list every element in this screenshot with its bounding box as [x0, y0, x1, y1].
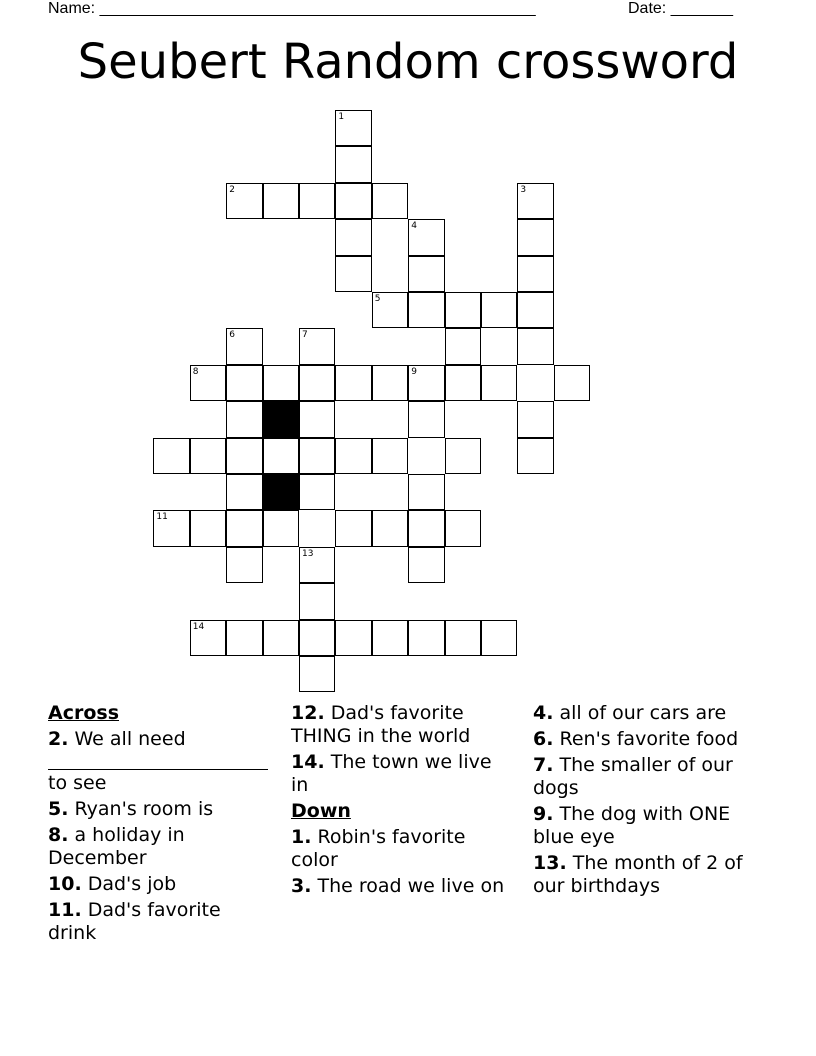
clue-number: 8. [48, 824, 69, 846]
clue-number: 7. [533, 754, 554, 776]
crossword-cell[interactable] [226, 401, 262, 437]
cell-number: 1 [338, 112, 345, 122]
crossword-cell[interactable] [226, 328, 262, 364]
clue-text: The town we live in [291, 751, 492, 796]
crossword-cell[interactable] [517, 256, 553, 292]
crossword-cell[interactable] [408, 365, 444, 401]
clue-text: Dad's favorite THING in the world [291, 702, 471, 747]
answer-blank-line [48, 751, 268, 770]
clues-column-2 [291, 702, 506, 901]
crossword-cell[interactable] [335, 146, 371, 182]
clue-down-7 [533, 754, 748, 800]
crossword-cell[interactable] [299, 365, 335, 401]
clue-across-11 [48, 899, 273, 945]
crossword-cell[interactable] [408, 620, 444, 656]
cell-number: 14 [192, 621, 205, 632]
clue-down-1 [291, 826, 506, 872]
clue-number: 14. [291, 751, 325, 773]
clue-text: all of our cars are [559, 702, 727, 724]
clue-across-2 [48, 728, 273, 795]
clues-column-3 [533, 702, 748, 901]
crossword-cell[interactable] [445, 292, 481, 328]
clue-across-12 [291, 702, 506, 748]
clue-text: We all need [74, 728, 186, 750]
cell-number: 7 [302, 330, 308, 341]
crossword-cell[interactable] [226, 620, 262, 656]
black-square [263, 474, 299, 510]
down-heading: Down [291, 800, 351, 822]
clue-number: 4. [533, 702, 554, 724]
clue-text: Ryan's room is [74, 798, 214, 820]
clue-number: 3. [291, 875, 312, 897]
clue-text: The road we live on [317, 875, 505, 897]
crossword-cell[interactable] [445, 620, 481, 656]
clue-text: The dog with ONE blue eye [533, 803, 731, 848]
crossword-cell[interactable] [481, 620, 517, 656]
crossword-cell[interactable] [226, 474, 262, 510]
crossword-cell[interactable] [263, 365, 299, 401]
crossword-cell[interactable] [335, 620, 371, 656]
clue-text-continued: to see [48, 772, 107, 794]
clue-down-4 [533, 702, 748, 725]
crossword-cell[interactable] [408, 219, 444, 255]
crossword-cell[interactable] [517, 183, 553, 219]
crossword-cell[interactable] [335, 510, 371, 546]
clue-number: 10. [48, 873, 82, 895]
crossword-cell[interactable] [372, 365, 408, 401]
crossword-cell[interactable] [226, 547, 262, 583]
clue-text: The smaller of our dogs [533, 754, 733, 799]
clue-number: 12. [291, 702, 325, 724]
crossword-cell[interactable] [408, 256, 444, 292]
clues-column-1 [48, 702, 273, 948]
crossword-cell[interactable] [299, 620, 335, 656]
crossword-cell[interactable] [299, 401, 335, 437]
crossword-cell[interactable] [335, 110, 371, 146]
crossword-cell[interactable] [263, 183, 299, 219]
crossword-cell[interactable] [481, 292, 517, 328]
crossword-cell[interactable] [445, 438, 481, 474]
clue-text: Ren's favorite food [559, 728, 739, 750]
crossword-cell[interactable] [408, 292, 444, 328]
crossword-cell[interactable] [299, 474, 335, 510]
crossword-cell[interactable] [263, 620, 299, 656]
crossword-cell[interactable] [335, 219, 371, 255]
crossword-cell[interactable] [408, 510, 444, 546]
crossword-cell[interactable] [372, 183, 408, 219]
name-field-label: Name: _________________________________________________ [48, 0, 536, 17]
crossword-cell[interactable] [445, 328, 481, 364]
crossword-cell[interactable] [226, 183, 262, 219]
clue-across-5 [48, 798, 273, 821]
cell-number: 4 [411, 221, 417, 232]
crossword-cell[interactable] [299, 583, 335, 619]
clue-across-8 [48, 824, 273, 870]
crossword-cell[interactable] [226, 438, 262, 474]
across-heading: Across [48, 702, 120, 724]
clue-number: 1. [291, 826, 312, 848]
crossword-cell[interactable] [335, 438, 371, 474]
crossword-cell[interactable] [335, 183, 371, 219]
crossword-cell[interactable] [481, 365, 517, 401]
crossword-cell[interactable] [445, 365, 481, 401]
crossword-cell[interactable] [517, 401, 553, 437]
crossword-cell[interactable] [190, 620, 226, 656]
crossword-cell[interactable] [372, 620, 408, 656]
cell-number: 3 [520, 184, 527, 195]
crossword-cell[interactable] [372, 292, 408, 328]
crossword-cell[interactable] [226, 365, 262, 401]
clue-across-10 [48, 873, 273, 896]
date-field-label: Date: _______ [628, 0, 733, 17]
clue-number: 2. [48, 728, 69, 750]
clue-text: Dad's favorite drink [48, 899, 221, 944]
puzzle-title: Seubert Random crossword [77, 34, 739, 90]
clue-number: 13. [533, 852, 567, 874]
crossword-cell[interactable] [517, 219, 553, 255]
clue-across-14 [291, 751, 506, 797]
black-square [263, 401, 299, 437]
crossword-cell[interactable] [299, 547, 335, 583]
crossword-cell[interactable] [408, 547, 444, 583]
crossword-cell[interactable] [190, 510, 226, 546]
crossword-cell[interactable] [517, 328, 553, 364]
crossword-cell[interactable] [372, 510, 408, 546]
crossword-cell[interactable] [299, 656, 335, 692]
clue-text: Dad's job [87, 873, 177, 895]
clue-text: The month of 2 of our birthdays [533, 852, 743, 897]
crossword-cell[interactable] [335, 256, 371, 292]
clue-number: 5. [48, 798, 69, 820]
crossword-cell[interactable] [372, 438, 408, 474]
cell-number: 6 [229, 330, 235, 341]
crossword-cell[interactable] [299, 183, 335, 219]
crossword-cell[interactable] [299, 438, 335, 474]
crossword-cell[interactable] [263, 510, 299, 546]
crossword-cell[interactable] [554, 365, 590, 401]
crossword-cell[interactable] [517, 292, 553, 328]
crossword-cell[interactable] [263, 438, 299, 474]
crossword-cell[interactable] [517, 438, 553, 474]
cell-number: 9 [411, 366, 417, 377]
crossword-cell[interactable] [299, 328, 335, 364]
cell-number: 2 [229, 184, 235, 195]
cell-number: 8 [192, 366, 199, 377]
clue-down-9 [533, 803, 748, 849]
crossword-cell[interactable] [190, 438, 226, 474]
cell-number: 13 [302, 548, 314, 559]
clue-down-6 [533, 728, 748, 751]
crossword-cell[interactable] [335, 365, 371, 401]
cell-number: 5 [374, 294, 381, 304]
clue-text: Robin's favorite color [291, 826, 466, 871]
crossword-cell[interactable] [153, 510, 189, 546]
clue-number: 9. [533, 803, 554, 825]
crossword-cell[interactable] [408, 401, 444, 437]
crossword-cell[interactable] [445, 510, 481, 546]
cell-number: 11 [156, 512, 168, 523]
crossword-cell[interactable] [408, 474, 444, 510]
crossword-cell[interactable] [153, 438, 189, 474]
clue-text: a holiday in December [48, 824, 185, 869]
crossword-cell[interactable] [226, 510, 262, 546]
clue-number: 11. [48, 899, 82, 921]
crossword-cell[interactable] [190, 365, 226, 401]
clue-down-3 [291, 875, 506, 898]
clue-number: 6. [533, 728, 554, 750]
clue-down-13 [533, 852, 748, 898]
